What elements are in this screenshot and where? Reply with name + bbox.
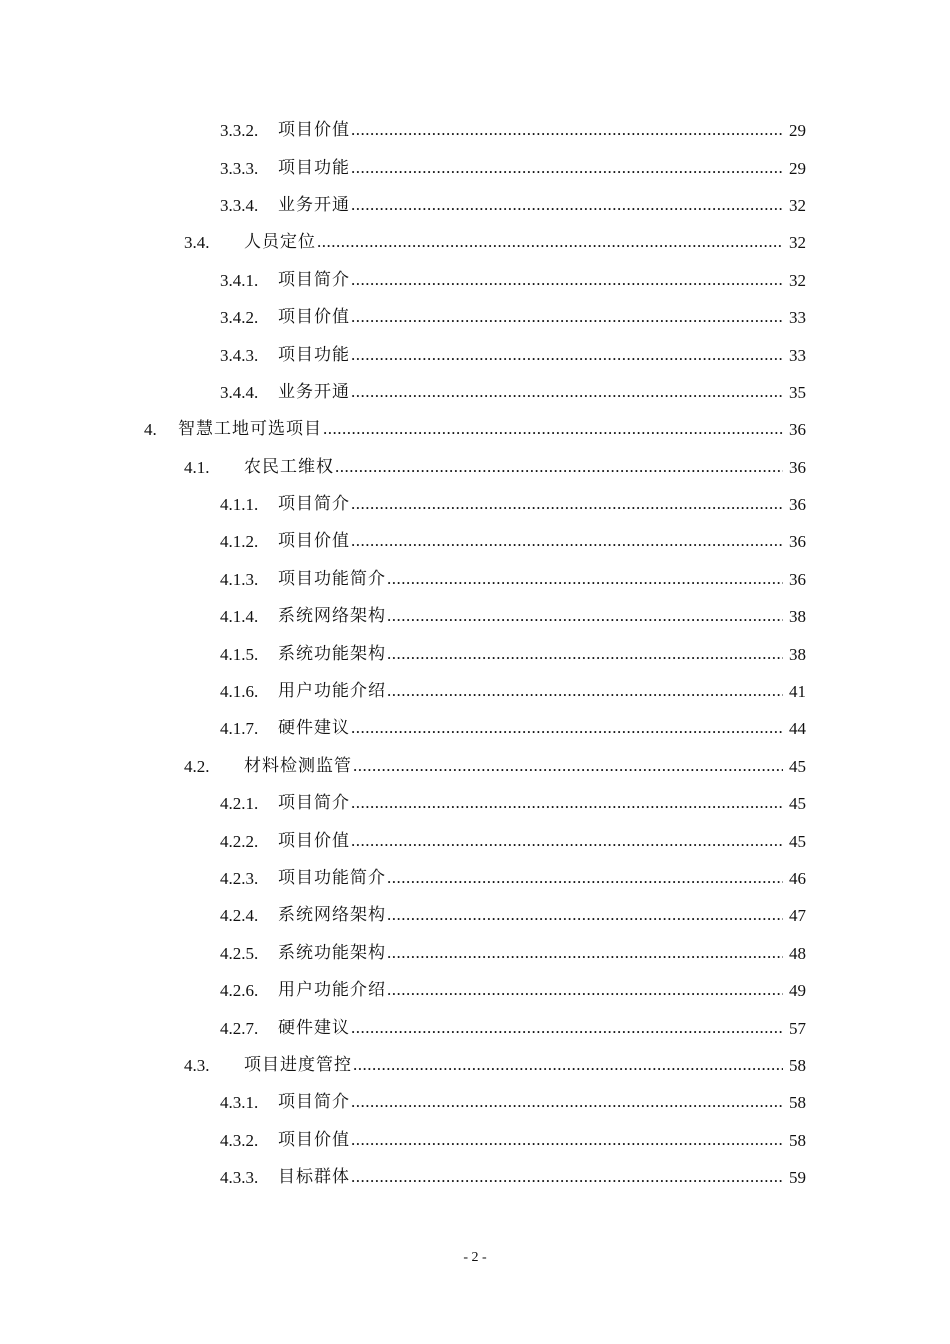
- toc-entry-number: 4.3.1.: [220, 1093, 259, 1113]
- toc-dot-leader: [317, 233, 783, 250]
- toc-entry-page-number: 38: [789, 607, 806, 627]
- toc-entry-page-number: 29: [789, 158, 806, 178]
- toc-entry-page-number: 32: [789, 270, 806, 290]
- toc-dot-leader: [387, 570, 783, 587]
- toc-entry-title: 项目价值: [278, 531, 350, 552]
- toc-entry-title: 项目功能简介: [278, 868, 386, 888]
- toc-entry-number: 4.1.: [184, 457, 210, 477]
- toc-entry-title: 项目功能: [278, 157, 350, 178]
- toc-entry-title: 目标群体: [278, 1167, 350, 1188]
- toc-dot-leader: [387, 944, 783, 961]
- toc-entry-number: 4.1.7.: [220, 719, 259, 739]
- toc-entry[interactable]: [0, 411, 950, 448]
- toc-entry-title: 项目价值: [278, 1129, 350, 1150]
- page-number-footer: - 2 -: [463, 1250, 487, 1265]
- toc-entry-number: 4.3.: [184, 1055, 210, 1075]
- toc-entry[interactable]: [0, 785, 950, 822]
- toc-entry-number: 3.4.1.: [220, 270, 259, 290]
- toc-entry-number: 4.2.2.: [220, 831, 259, 851]
- toc-entry-page-number: 33: [789, 345, 806, 365]
- toc-entry-page-number: 48: [789, 943, 806, 963]
- toc-entry[interactable]: [0, 972, 950, 1009]
- toc-entry-title: 项目简介: [278, 793, 350, 814]
- toc-entry-number: 3.4.4.: [220, 382, 259, 402]
- toc-entry[interactable]: [0, 635, 950, 672]
- toc-entry-page-number: 32: [789, 195, 806, 215]
- toc-entry-title: 项目功能简介: [278, 568, 386, 589]
- toc-dot-leader: [387, 906, 783, 923]
- toc-entry-number: 4.2.5.: [220, 943, 259, 963]
- toc-entry[interactable]: [0, 1084, 950, 1121]
- toc-entry[interactable]: [0, 187, 950, 224]
- toc-entry[interactable]: [0, 374, 950, 411]
- toc-entry-title: 业务开通: [278, 381, 350, 402]
- toc-entry-number: 4.2.7.: [220, 1018, 259, 1038]
- toc-entry-number: 4.2.1.: [220, 794, 259, 814]
- toc-entry-page-number: 36: [789, 495, 806, 515]
- toc-dot-leader: [351, 383, 783, 400]
- toc-entry-number: 4.1.6.: [220, 682, 259, 702]
- toc-dot-leader: [387, 682, 783, 699]
- toc-entry-title: 智慧工地可选项目: [178, 419, 322, 440]
- toc-entry-title: 项目进度管控: [244, 1054, 352, 1075]
- toc-dot-leader: [351, 196, 783, 213]
- toc-entry-title: 项目价值: [278, 307, 350, 328]
- toc-entry-title: 用户功能介绍: [278, 980, 386, 1001]
- toc-dot-leader: [351, 1168, 783, 1185]
- toc-entry-number: 4.1.1.: [220, 495, 259, 515]
- toc-entry-page-number: 45: [789, 831, 806, 851]
- toc-dot-leader: [335, 458, 783, 475]
- toc-entry[interactable]: [0, 748, 950, 785]
- toc-entry[interactable]: [0, 112, 950, 149]
- toc-entry[interactable]: [0, 336, 950, 373]
- table-of-contents: [0, 112, 950, 1196]
- toc-entry-title: 业务开通: [278, 194, 350, 215]
- toc-entry-number: 3.4.3.: [220, 345, 259, 365]
- toc-entry-page-number: 35: [789, 382, 806, 402]
- toc-entry-number: 4.2.3.: [220, 869, 259, 888]
- toc-dot-leader: [351, 1093, 783, 1110]
- toc-entry-title: 系统功能架构: [278, 942, 386, 963]
- toc-entry[interactable]: [0, 449, 950, 486]
- toc-entry-number: 4.2.6.: [220, 981, 259, 1001]
- toc-entry-number: 3.4.: [184, 233, 210, 253]
- toc-entry-page-number: 44: [789, 719, 806, 739]
- toc-entry[interactable]: [0, 710, 950, 747]
- toc-entry-number: 4.1.5.: [220, 644, 259, 664]
- toc-entry[interactable]: [0, 822, 950, 859]
- toc-entry-title: 项目简介: [278, 1092, 350, 1113]
- toc-entry-title: 材料检测监管: [244, 755, 352, 776]
- toc-entry-page-number: 29: [789, 121, 806, 141]
- toc-entry[interactable]: [0, 897, 950, 934]
- toc-entry-title: 项目价值: [278, 120, 350, 141]
- toc-entry[interactable]: [0, 1122, 950, 1159]
- toc-entry-title: 系统功能架构: [278, 643, 386, 664]
- toc-entry-number: 3.3.2.: [220, 121, 259, 141]
- toc-dot-leader: [351, 719, 783, 736]
- toc-dot-leader: [351, 159, 783, 176]
- toc-entry-number: 4.2.: [184, 756, 210, 776]
- toc-dot-leader: [387, 981, 783, 998]
- toc-entry[interactable]: [0, 486, 950, 523]
- toc-entry[interactable]: [0, 523, 950, 560]
- toc-entry-page-number: 33: [789, 308, 806, 328]
- toc-entry-page-number: 57: [789, 1018, 806, 1038]
- toc-entry[interactable]: [0, 598, 950, 635]
- toc-entry[interactable]: [0, 561, 950, 598]
- toc-dot-leader: [387, 607, 783, 624]
- toc-entry[interactable]: [0, 673, 950, 710]
- toc-dot-leader: [323, 420, 783, 437]
- toc-entry[interactable]: [0, 224, 950, 261]
- toc-entry-title: 项目功能: [278, 344, 350, 365]
- toc-dot-leader: [351, 121, 783, 138]
- toc-entry-number: 4.1.2.: [220, 532, 259, 552]
- toc-entry-page-number: 47: [789, 906, 806, 926]
- toc-entry-title: 农民工维权: [244, 456, 334, 477]
- toc-entry-page-number: 58: [789, 1055, 806, 1075]
- toc-entry-page-number: 36: [789, 420, 806, 440]
- toc-entry-title: 项目简介: [278, 494, 350, 515]
- toc-dot-leader: [351, 532, 783, 549]
- toc-dot-leader: [351, 832, 783, 849]
- toc-dot-leader: [351, 308, 783, 325]
- toc-entry-page-number: 45: [789, 794, 806, 814]
- toc-entry[interactable]: [0, 149, 950, 186]
- toc-entry-page-number: 49: [789, 981, 806, 1001]
- toc-dot-leader: [387, 645, 783, 662]
- toc-entry-title: 人员定位: [244, 232, 316, 253]
- toc-dot-leader: [351, 495, 783, 512]
- toc-entry[interactable]: [0, 1159, 950, 1196]
- toc-entry-title: 硬件建议: [278, 1017, 350, 1038]
- toc-entry-number: 4.1.3.: [220, 569, 259, 589]
- toc-entry-number: 3.3.4.: [220, 195, 259, 215]
- toc-entry[interactable]: [0, 262, 950, 299]
- toc-entry-number: 4.1.4.: [220, 607, 259, 627]
- toc-entry-title: 系统网络架构: [278, 606, 386, 627]
- toc-entry[interactable]: [0, 935, 950, 972]
- toc-entry-number: 3.3.3.: [220, 158, 259, 178]
- toc-entry[interactable]: [0, 299, 950, 336]
- toc-entry[interactable]: [0, 1047, 950, 1084]
- toc-entry-page-number: 38: [789, 644, 806, 664]
- toc-entry-number: 4.2.4.: [220, 906, 259, 926]
- toc-dot-leader: [351, 1131, 783, 1148]
- toc-dot-leader: [353, 1056, 783, 1073]
- toc-entry-page-number: 45: [789, 756, 806, 776]
- toc-entry-number: 4.3.2.: [220, 1130, 259, 1150]
- toc-entry-title: 用户功能介绍: [278, 681, 386, 702]
- toc-dot-leader: [387, 869, 783, 886]
- toc-entry-page-number: 58: [789, 1093, 806, 1113]
- toc-entry-page-number: 36: [789, 457, 806, 477]
- toc-entry-page-number: 59: [789, 1168, 806, 1188]
- toc-entry-title: 系统网络架构: [278, 905, 386, 926]
- toc-entry-title: 项目简介: [278, 269, 350, 290]
- toc-entry-number: 4.: [144, 420, 157, 440]
- toc-entry-page-number: 46: [789, 869, 806, 888]
- toc-dot-leader: [351, 1019, 783, 1036]
- toc-entry-page-number: 36: [789, 569, 806, 589]
- toc-entry[interactable]: [0, 1009, 950, 1046]
- toc-entry-number: 4.3.3.: [220, 1168, 259, 1188]
- toc-dot-leader: [353, 757, 783, 774]
- toc-entry[interactable]: [0, 860, 950, 897]
- toc-entry-page-number: 41: [789, 682, 806, 702]
- toc-entry-page-number: 32: [789, 233, 806, 253]
- toc-dot-leader: [351, 346, 783, 363]
- toc-entry-title: 项目价值: [278, 830, 350, 851]
- toc-entry-page-number: 58: [789, 1130, 806, 1150]
- toc-dot-leader: [351, 794, 783, 811]
- toc-entry-title: 硬件建议: [278, 718, 350, 739]
- toc-entry-number: 3.4.2.: [220, 308, 259, 328]
- toc-dot-leader: [351, 271, 783, 288]
- toc-entry-page-number: 36: [789, 532, 806, 552]
